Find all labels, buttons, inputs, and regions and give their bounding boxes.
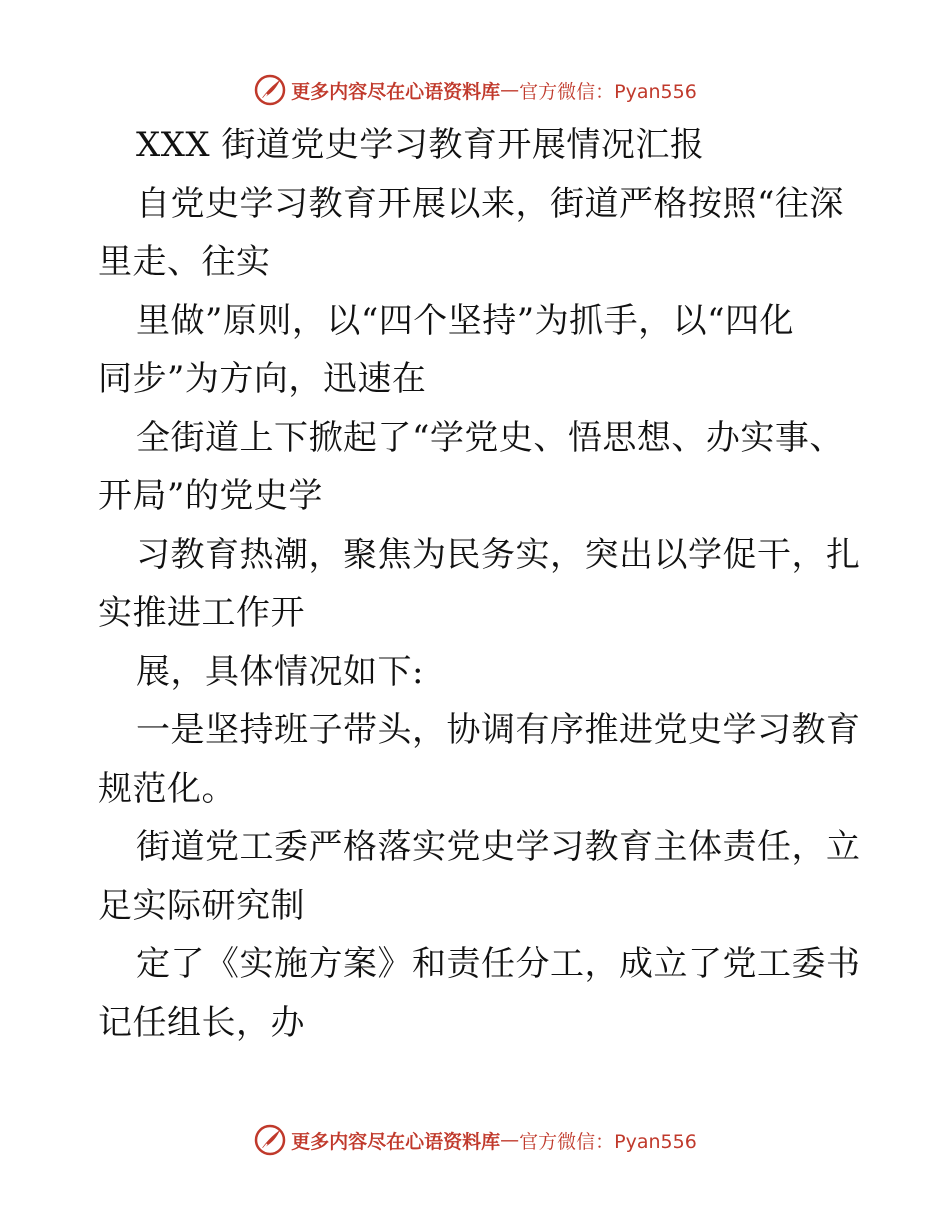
paragraph-line: 足实际研究制 (98, 885, 305, 926)
banner-separator: — (500, 1129, 520, 1151)
paragraph-line: 自党史学习教育开展以来，街道严格按照“往深 (136, 183, 844, 224)
quill-logo-icon (253, 73, 287, 107)
banner-separator: — (500, 79, 520, 101)
banner-slogan: 更多内容尽在心语资料库 (291, 80, 501, 103)
paragraph-line: 里做”原则，以“四个坚持”为抓手，以“四化 (136, 300, 795, 341)
paragraph-line: 同步”为方向，迅速在 (98, 359, 427, 399)
paragraph-line: 一是坚持班子带头，协调有序推进党史学习教育 (136, 710, 861, 750)
paragraph-line: 全街道上下掀起了“学党史、悟思想、办实事、 (136, 417, 844, 458)
paragraph-line: 记任组长，办 (98, 1002, 305, 1043)
banner-wechat: 官方微信：Pyan556 (519, 80, 697, 103)
banner-slogan: 更多内容尽在心语资料库 (291, 1130, 501, 1153)
banner-wechat: 官方微信：Pyan556 (519, 1130, 697, 1153)
paragraph-line: 展，具体情况如下: (136, 651, 424, 692)
quill-logo-icon (253, 1123, 287, 1157)
header-banner (0, 70, 950, 110)
document-title: XXX 街道党史学习教育开展情况汇报 (136, 125, 705, 165)
paragraph-line: 习教育热潮，聚焦为民务实，突出以学促干，扎 (136, 534, 861, 575)
document-body (98, 116, 861, 1052)
footer-banner (0, 1120, 950, 1160)
paragraph-line: 开局”的党史学 (98, 476, 323, 516)
paragraph-line: 里走、往实 (98, 242, 271, 282)
paragraph-line: 规范化。 (98, 768, 236, 809)
paragraph-line: 实推进工作开 (98, 593, 305, 633)
paragraph-line: 街道党工委严格落实党史学习教育主体责任，立 (136, 827, 861, 867)
paragraph-line: 定了《实施方案》和责任分工，成立了党工委书 (136, 944, 861, 984)
